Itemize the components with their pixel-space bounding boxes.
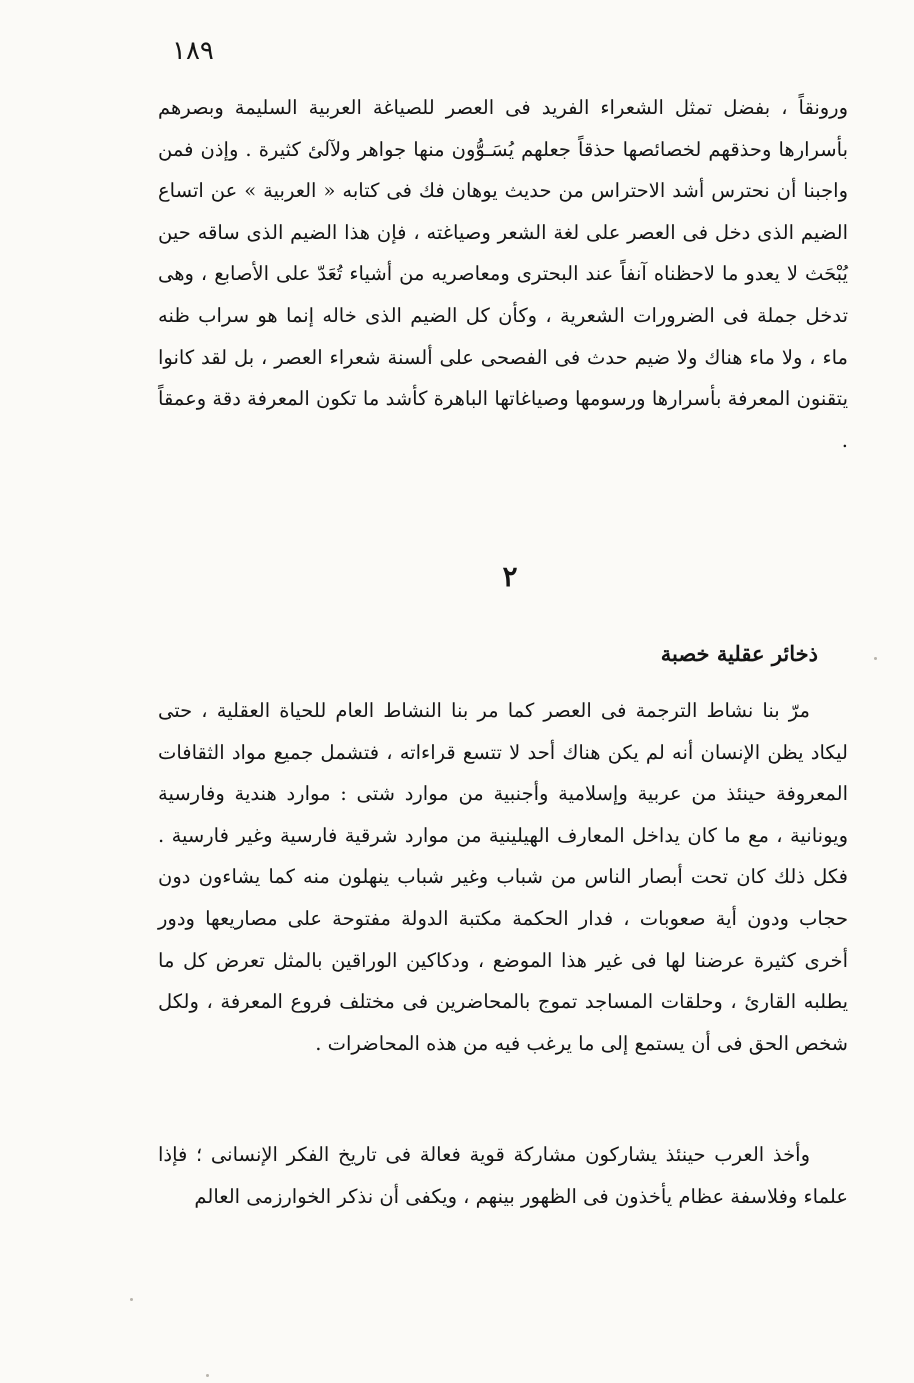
paragraph-3: وأخذ العرب حينئذ يشاركون مشاركة قوية فعالة فى تاريخ الفكر الإنسانى ؛ فإذا علماء وفلاسفة عظام يأخذون فى الظهور بينهم ، ويكفى أن نذكر الخوارزمى العالم — [158, 1143, 848, 1208]
paragraph-1: ورونقاً ، بفضل تمثل الشعراء الفريد فى العصر للصياغة العربية السليمة وبصرهم بأسرارها وحذقهم لخصائصها حذقاً جعلهم يُسَـوُّون منها جواهر ولآلئ كثيرة . وإذن فمن واجبنا أن نحترس أشد الاحتراس من حديث يوهان فك فى كتابه « العربية » عن اتساع الضيم الذى دخل فى العصر على لغة الشعر وصياغته ، فإن هذا الضيم الذى ساقه حين يُبْحَث لا يعدو ما لاحظناه آنفاً عند البحترى ومعاصريه من أشياء تُعَدّ على الأصابع ، وهى تدخل جملة فى الضرورات الشعرية ، وكأن كل الضيم الذى خاله إنما هو سراب ظنه ماء ، ولا ماء هناك ولا ضيم حدث فى الفصحى على ألسنة شعراء العصر ، بل لقد كانوا يتقنون المعرفة بأسرارها ورسومها وصياغاتها الباهرة كأشد ما تكون المعرفة دقة وعمقاً . — [158, 96, 848, 452]
scan-speck — [130, 1298, 133, 1301]
page-number: ١٨٩ — [172, 36, 214, 66]
scan-speck — [206, 1374, 209, 1377]
scan-speck — [874, 657, 877, 660]
section-number: ٢ — [502, 560, 518, 593]
section-title: ذخائر عقلية خصبة — [660, 641, 818, 666]
paragraph-2: مرّ بنا نشاط الترجمة فى العصر كما مر بنا النشاط العام للحياة العقلية ، حتى ليكاد يظن الإنسان أنه لم يكن هناك أحد لا تتسع قراءاته ، فتشمل جميع مواد الثقافات المعروفة حينئذ من عربية وإسلامية وأجنبية من موارد شتى : موارد هندية وفارسية ويونانية ، مع ما كان يداخل المعارف الهيلينية من موارد شرقية فارسية وغير فارسية . فكل ذلك كان تحت أبصار الناس من شباب وغير شباب ينهلون منه كما يشاءون دون حجاب ودون أية صعوبات ، فدار الحكمة مكتبة الدولة مفتوحة على مصاريعها ودور أخرى كثيرة عرضنا لها فى غير هذا الموضع ، ودكاكين الوراقين بالمثل تعرض كل ما يطلبه القارئ ، وحلقات المساجد تموج بالمحاضرين فى مختلف فروع المعرفة ، ولكل شخص الحق فى أن يستمع إلى ما يرغب فيه من هذه المحاضرات . — [158, 699, 848, 1055]
